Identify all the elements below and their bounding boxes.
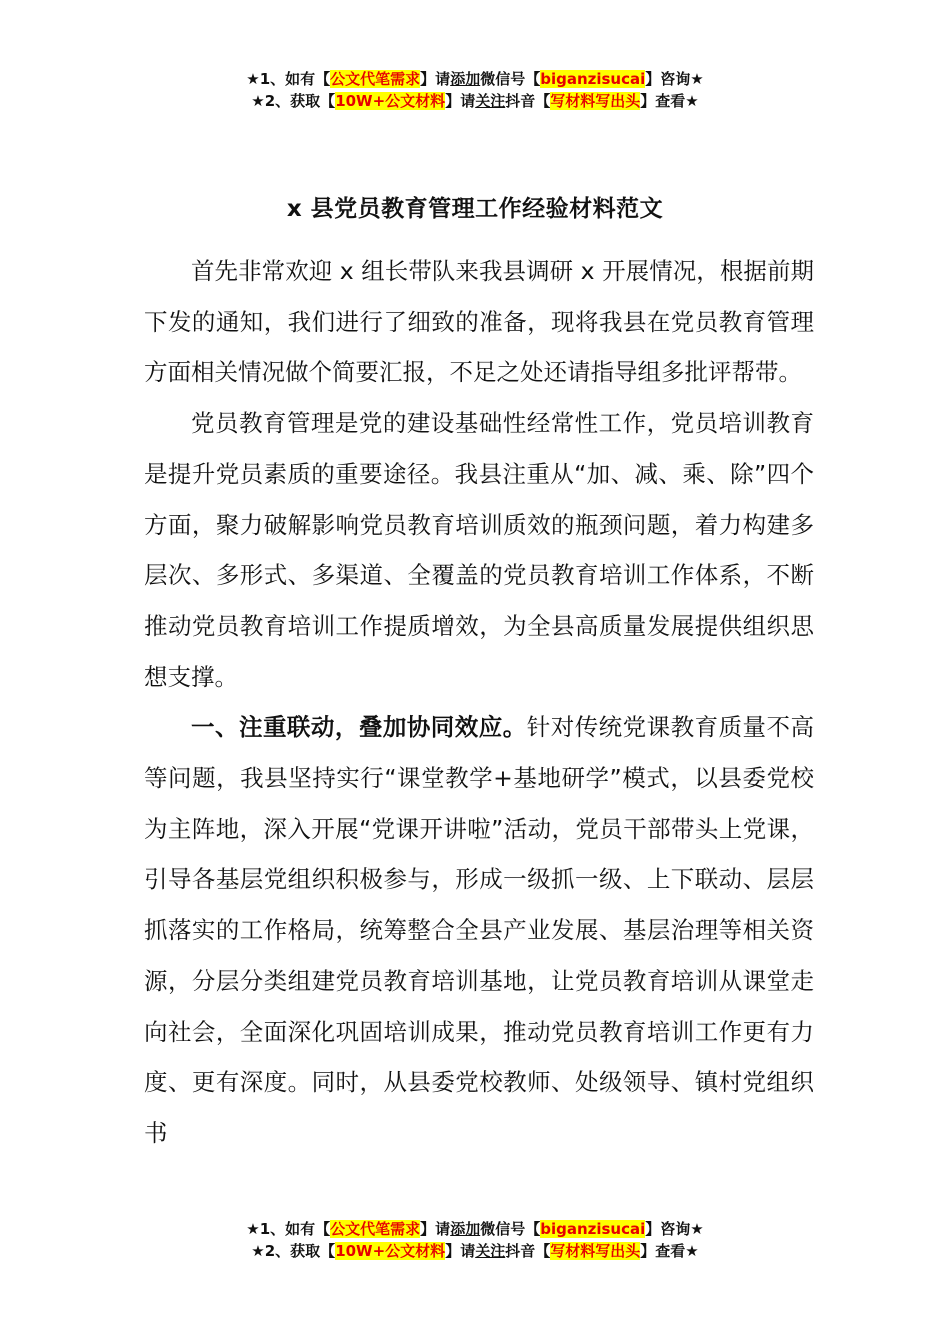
- promo-text: 】查看★: [640, 1242, 699, 1260]
- promo-text: 抖音【: [505, 1242, 551, 1260]
- promo-line-2: [0, 90, 950, 112]
- document-body: [144, 246, 814, 1159]
- underlined-text: 添加: [450, 1220, 481, 1238]
- promo-text: 】查看★: [640, 92, 699, 110]
- document-title: x 县党员教育管理工作经验材料范文: [286, 196, 664, 222]
- promo-text: 】请: [445, 1242, 476, 1260]
- promo-text: 】咨询★: [645, 1220, 704, 1238]
- paragraph-intro: 首先非常欢迎 x 组长带队来我县调研 x 开展情况，根据前期下发的通知，我们进行了细致的准备，现将我县在党员教育管理方面相关情况做个简要汇报，不足之处还请指导组多批评帮带。: [144, 257, 814, 387]
- highlight-text: 公文代笔需求: [330, 70, 421, 88]
- promo-text: ★1、如有【: [246, 1220, 331, 1238]
- promo-text: 】咨询★: [645, 70, 704, 88]
- promo-text: 】请: [420, 70, 451, 88]
- promo-text: 】请: [420, 1220, 451, 1238]
- wechat-id: biganzisucai: [540, 70, 646, 88]
- underlined-text: 关注: [475, 1242, 506, 1260]
- promo-text: ★2、获取【: [251, 92, 336, 110]
- promo-line-2: [0, 1240, 950, 1262]
- paragraph-section-1: [144, 702, 814, 1158]
- promo-line-1: [0, 68, 950, 90]
- douyin-account: 写材料写出头: [550, 1242, 641, 1260]
- promo-text: 微信号【: [480, 70, 541, 88]
- underlined-text: 添加: [450, 70, 481, 88]
- douyin-account: 写材料写出头: [550, 92, 641, 110]
- wechat-id: biganzisucai: [540, 1220, 646, 1238]
- highlight-text: 公文代笔需求: [330, 1220, 421, 1238]
- bottom-promo-banner: [0, 1218, 950, 1262]
- promo-text: 微信号【: [480, 1220, 541, 1238]
- promo-text: ★1、如有【: [246, 70, 331, 88]
- top-promo-banner: [0, 68, 950, 112]
- promo-text: ★2、获取【: [251, 1242, 336, 1260]
- section-text: 针对传统党课教育质量不高等问题，我县坚持实行“课堂教学+基地研学”模式，以县委党校为主阵地，深入开展“党课开讲啦”活动，党员干部带头上党课，引导各基层党组织积极参与，形成一级抓一级、上下联动、层层抓落实的工作格局，统筹整合全县产业发展、基层治理等相关资源，分层分类组建党员教育培训基地，让党员教育培训从课堂走向社会，全面深化巩固培训成果，推动党员教育培训工作更有力度、更有深度。同时，从县委党校教师、处级领导、镇村党组织书: [144, 713, 815, 1147]
- underlined-text: 关注: [475, 92, 506, 110]
- highlight-text: 10W+公文材料: [335, 1242, 446, 1260]
- promo-text: 抖音【: [505, 92, 551, 110]
- promo-text: 】请: [445, 92, 476, 110]
- paragraph-overview: 党员教育管理是党的建设基础性经常性工作，党员培训教育是提升党员素质的重要途径。我县注重从“加、减、乘、除”四个方面，聚力破解影响党员教育培训质效的瓶颈问题，着力构建多层次、多形式、多渠道、全覆盖的党员教育培训工作体系，不断推动党员教育培训工作提质增效，为全县高质量发展提供组织思想支撑。: [144, 409, 814, 691]
- highlight-text: 10W+公文材料: [335, 92, 446, 110]
- section-heading: 一、注重联动，叠加协同效应。: [191, 713, 527, 742]
- promo-line-1: [0, 1218, 950, 1240]
